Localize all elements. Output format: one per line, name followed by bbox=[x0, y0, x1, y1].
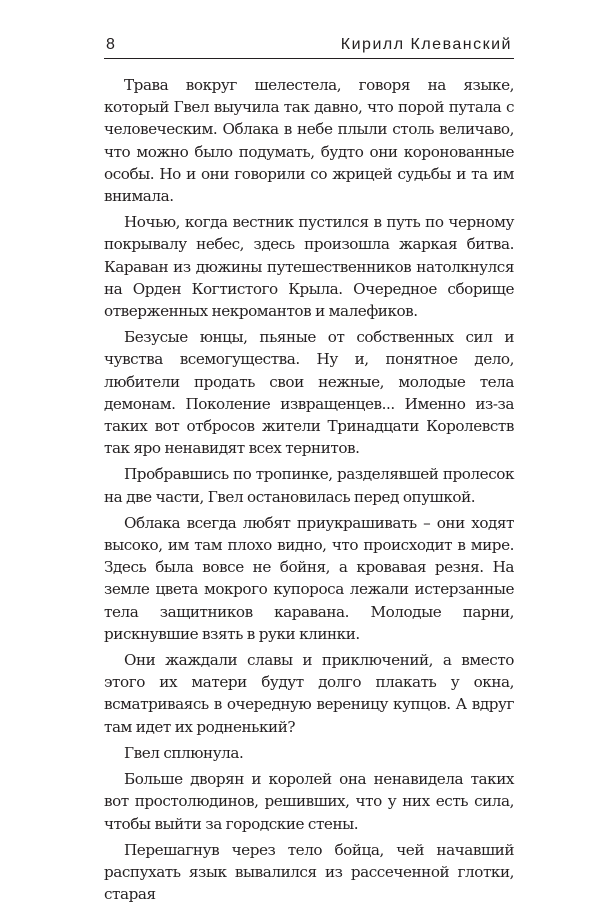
paragraph: Гвел сплюнула. bbox=[124, 743, 244, 762]
body-text bbox=[104, 74, 514, 909]
page-number: 8 bbox=[106, 36, 116, 53]
running-title: Кирилл Клеванский bbox=[340, 36, 512, 53]
paragraph: Облака всегда любят приукрашивать – они ходят высоко, им там плохо видно, что происходит в мире. Здесь была вовсе не бойня, а кровавая резня. На земле цвета мокрого купороса лежали истерзанные тела защитников каравана. Молодые парни, рискнувшие взять в руки клинки. bbox=[104, 513, 514, 643]
paragraph: Безусые юнцы, пьяные от собственных сил и чувства всемогущества. Ну и, понятное дело, любители продать свои нежные, молодые тела демонам. Поколение извращенцев... Именно из-за таких вот отбросов жители Тринадцати Королевств так яро ненавидят всех тернитов. bbox=[104, 328, 514, 458]
paragraph: Пробравшись по тропинке, разделявшей пролесок на две части, Гвел остановилась перед опушкой. bbox=[104, 465, 514, 506]
page-header bbox=[104, 34, 514, 59]
paragraph: Они жаждали славы и приключений, а вместо этого их матери будут долго плакать у окна, всматриваясь в очередную вереницу купцов. А вдруг там идет их родненький? bbox=[104, 651, 514, 736]
paragraph: Трава вокруг шелестела, говоря на языке, который Гвел выучила так давно, что порой путала с человеческим. Облака в небе плыли столь величаво, что можно было подумать, будто они коронованные особы. Но и они говорили со жрицей судьбы и та им внимала. bbox=[104, 76, 514, 206]
paragraph: Больше дворян и королей она ненавидела таких вот простолюдинов, решивших, что у них есть сила, чтобы выйти за городские стены. bbox=[104, 770, 514, 833]
paragraph: Ночью, когда вестник пустился в путь по черному покрывалу небес, здесь произошла жаркая битва. Караван из дюжины путешественников натолкнулся на Орден Когтистого Крыла. Очередное сборище отверженных некромантов и малефиков. bbox=[104, 213, 514, 321]
paragraph: Перешагнув через тело бойца, чей начавший распухать язык вывалился из рассеченной глотки, старая bbox=[104, 840, 514, 904]
